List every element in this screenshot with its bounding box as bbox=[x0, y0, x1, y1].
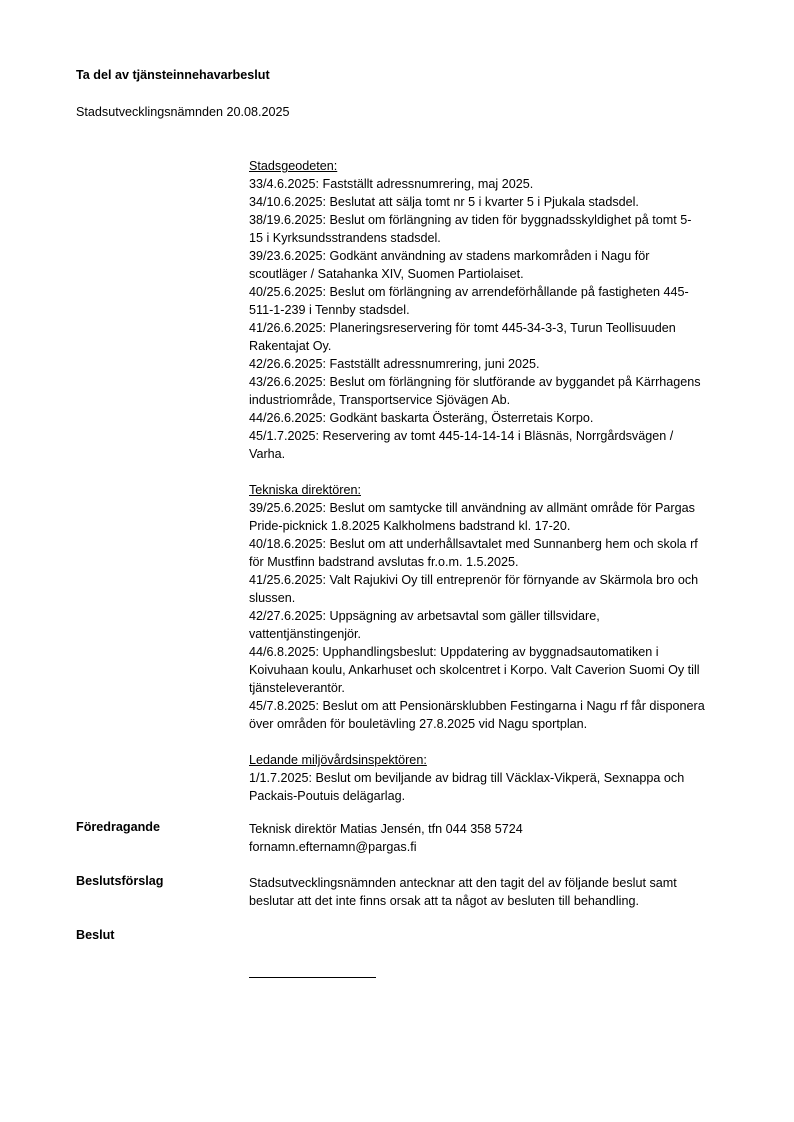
decision-line: över områden för bouletävling 27.8.2025 vid Nagu sportplan. bbox=[249, 717, 588, 731]
decision-line: scoutläger / Satahanka XIV, Suomen Partiolaiset. bbox=[249, 267, 524, 281]
proposal-line: Stadsutvecklingsnämnden antecknar att den tagit del av följande beslut samt bbox=[249, 876, 677, 890]
decision-line: industriområde, Transportservice Sjövägen Ab. bbox=[249, 393, 511, 407]
decision-line: Koivuhaan koulu, Ankarhuset och skolcentret i Korpo. Valt Caverion Suomi Oy till bbox=[249, 663, 700, 677]
decision-line: 39/23.6.2025: Godkänt användning av stadens markområden i Nagu för bbox=[249, 249, 650, 263]
decision-line: vattentjänstingenjör. bbox=[249, 627, 362, 641]
decision-line: slussen. bbox=[249, 591, 296, 605]
decision-line: 1/1.7.2025: Beslut om beviljande av bidrag till Väcklax-Vikperä, Sexnappa och bbox=[249, 771, 685, 785]
decision-line: 43/26.6.2025: Beslut om förlängning för slutförande av byggandet på Kärrhagens bbox=[249, 375, 701, 389]
document-title: Ta del av tjänsteinnehavarbeslut bbox=[76, 68, 270, 82]
decision-line: 42/26.6.2025: Fastställt adressnumrering, juni 2025. bbox=[249, 357, 540, 371]
beslut-label: Beslut bbox=[76, 928, 115, 942]
decision-line: 38/19.6.2025: Beslut om förlängning av tiden för byggnadsskyldighet på tomt 5- bbox=[249, 213, 692, 227]
decision-line: 40/25.6.2025: Beslut om förlängning av arrendeförhållande på fastigheten 445- bbox=[249, 285, 689, 299]
foredragande-label: Föredragande bbox=[76, 820, 160, 834]
decision-line: 45/1.7.2025: Reservering av tomt 445-14-14-14 i Bläsnäs, Norrgårdsvägen / bbox=[249, 429, 674, 443]
proposal-line: beslutar att det inte finns orsak att ta något av besluten till behandling. bbox=[249, 894, 639, 908]
decision-line: 44/26.6.2025: Godkänt baskarta Österäng, Österretais Korpo. bbox=[249, 411, 594, 425]
decision-line: 34/10.6.2025: Beslutat att sälja tomt nr 5 i kvarter 5 i Pjukala stadsdel. bbox=[249, 195, 639, 209]
beslutsforslag-value bbox=[249, 874, 749, 910]
decision-line: Pride-picknick 1.8.2025 Kalkholmens badstrand kl. 17-20. bbox=[249, 519, 571, 533]
decision-line: 45/7.8.2025: Beslut om att Pensionärsklubben Festingarna i Nagu rf får disponera bbox=[249, 699, 705, 713]
section-heading: Tekniska direktören: bbox=[249, 483, 361, 497]
decision-line: 40/18.6.2025: Beslut om att underhållsavtalet med Sunnanberg hem och skola rf bbox=[249, 537, 698, 551]
decision-line: 44/6.8.2025: Upphandlingsbeslut: Uppdatering av byggnadsautomatiken i bbox=[249, 645, 659, 659]
section-stadsgeodeten bbox=[249, 157, 749, 463]
decision-line: 42/27.6.2025: Uppsägning av arbetsavtal som gäller tillsvidare, bbox=[249, 609, 600, 623]
decision-line: 15 i Kyrksundsstrandens stadsdel. bbox=[249, 231, 441, 245]
decision-line: Rakentajat Oy. bbox=[249, 339, 332, 353]
decision-line: för Mustfinn badstrand avslutas fr.o.m. 1.5.2025. bbox=[249, 555, 519, 569]
meeting-line: Stadsutvecklingsnämnden 20.08.2025 bbox=[76, 105, 290, 119]
section-heading: Stadsgeodeten: bbox=[249, 159, 338, 173]
section-miljovardsinspektoren bbox=[249, 751, 749, 805]
foredragande-value bbox=[249, 820, 749, 856]
decision-line: 33/4.6.2025: Fastställt adressnumrering, maj 2025. bbox=[249, 177, 534, 191]
decision-line: 39/25.6.2025: Beslut om samtycke till användning av allmänt område för Pargas bbox=[249, 501, 695, 515]
signature-line bbox=[249, 977, 376, 978]
decision-line: tjänsteleverantör. bbox=[249, 681, 345, 695]
decision-line: Varha. bbox=[249, 447, 286, 461]
decision-line: 41/25.6.2025: Valt Rajukivi Oy till entreprenör för förnyande av Skärmola bro och bbox=[249, 573, 699, 587]
section-heading: Ledande miljövårdsinspektören: bbox=[249, 753, 427, 767]
decision-list bbox=[249, 157, 749, 823]
section-tekniska-direktoren bbox=[249, 481, 749, 733]
decision-line: 511-1-239 i Tennby stadsdel. bbox=[249, 303, 410, 317]
beslutsforslag-label: Beslutsförslag bbox=[76, 874, 164, 888]
decision-line: 41/26.6.2025: Planeringsreservering för tomt 445-34-3-3, Turun Teollisuuden bbox=[249, 321, 676, 335]
decision-line: Packais-Poutuis delägarlag. bbox=[249, 789, 406, 803]
presenter-line: Teknisk direktör Matias Jensén, tfn 044 358 5724 bbox=[249, 822, 523, 836]
presenter-email: fornamn.efternamn@pargas.fi bbox=[249, 840, 417, 854]
